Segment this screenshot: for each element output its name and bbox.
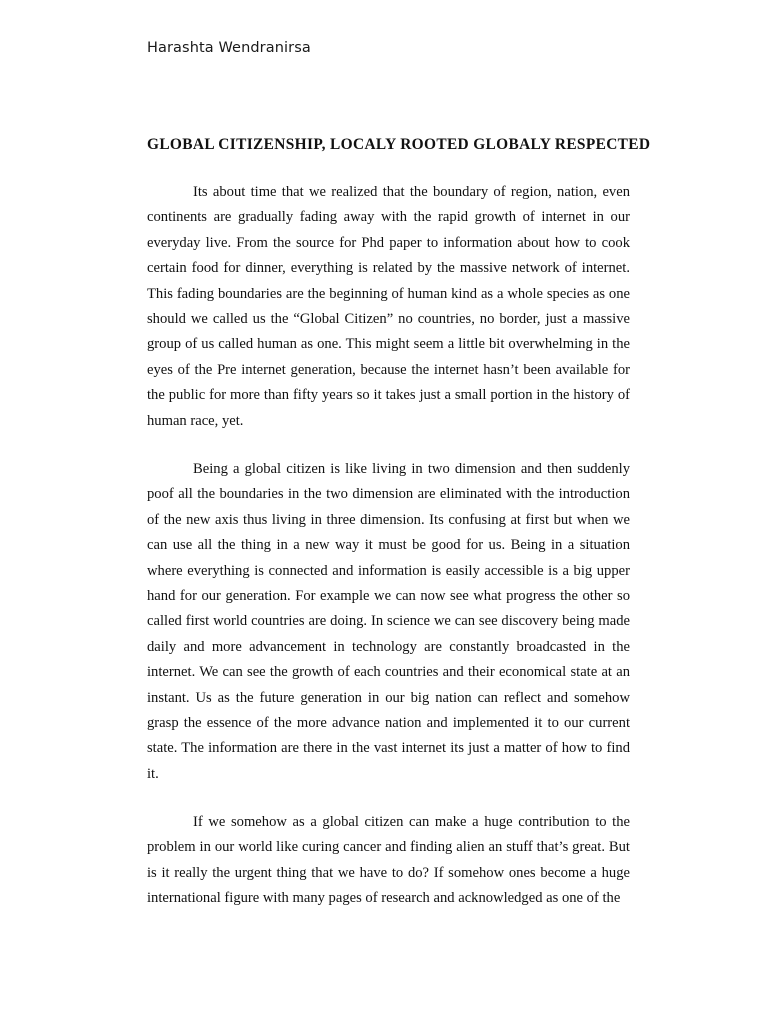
author-name: Harashta Wendranirsa <box>147 40 311 56</box>
paragraph-2: Being a global citizen is like living in two dimension and then suddenly poof all the boundaries in the two dimension are eliminated with the introduction of the new axis thus living in three dimension. Its confusing at first but when we can use all the thing in a new way it must be good for us. Being in a situation where everything is connected and information is easily accessible is a big upper hand for our generation. For example we can now see what progress the other so called first world countries are doing. In science we can see discovery being made daily and more advancement in technology are constantly broadcasted in the internet. We can see the growth of each countries and their economical state at an instant. Us as the future generation in our big nation can reflect and somehow grasp the essence of the more advance nation and implemented it to our current state. The information are there in the vast internet its just a matter of how to find it. <box>147 461 630 782</box>
paragraph-3: If we somehow as a global citizen can make a huge contribution to the problem in our world like curing cancer and finding alien an stuff that’s great. But is it really the urgent thing that we have to do? If somehow ones become a huge international figure with many pages of research and acknowledged as one of the <box>147 814 630 907</box>
document-title: GLOBAL CITIZENSHIP, LOCALY ROOTED GLOBALY RESPECTED <box>147 136 651 153</box>
paragraph-1: Its about time that we realized that the boundary of region, nation, even continents are gradually fading away with the rapid growth of internet in our everyday live. From the source for Phd paper to information about how to cook certain food for dinner, everything is related by the massive network of internet. This fading boundaries are the beginning of human kind as a whole species as one should we called us the “Global Citizen” no countries, no border, just a massive group of us called human as one. This might seem a little bit overwhelming in the eyes of the Pre internet generation, because the internet hasn’t been available for the public for more than fifty years so it takes just a small portion in the history of human race, yet. <box>147 184 630 429</box>
